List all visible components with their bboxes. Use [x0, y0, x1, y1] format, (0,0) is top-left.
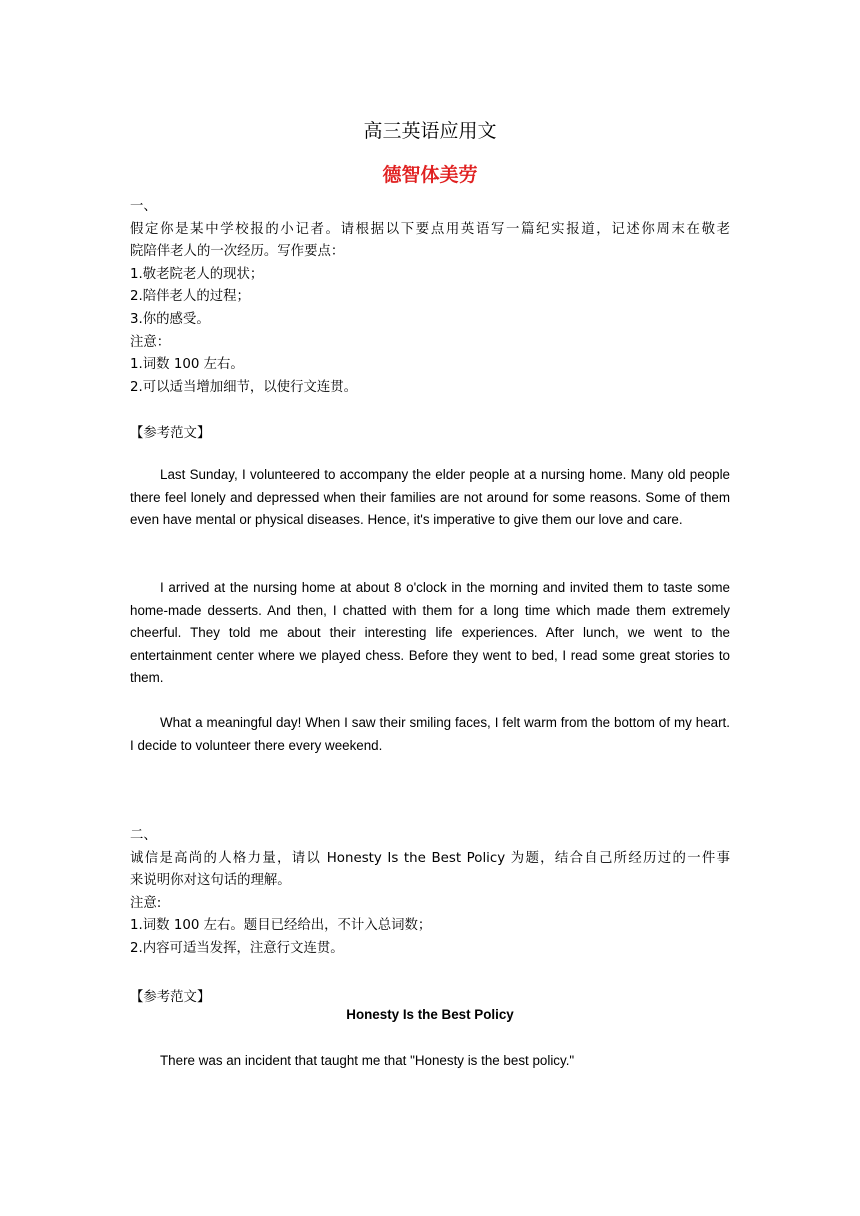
writing-point: 1.敬老院老人的现状； [130, 266, 264, 282]
prompt-line: 假定你是某中学校报的小记者。请根据以下要点用英语写一篇纪实报道，记述你周末在敬老 [130, 221, 730, 237]
essay-paragraph: What a meaningful day! When I saw their smiling faces, I felt warm from the bottom of my heart. I decide to volunteer there every weekend. [130, 715, 730, 753]
prompt-line: 院陪伴老人的一次经历。写作要点： [130, 244, 345, 260]
section-number: 二、 [130, 828, 157, 843]
prompt-line: 来说明你对这句话的理解。 [130, 873, 291, 889]
sample-label: 【参考范文】 [130, 990, 211, 1005]
writing-point: 3.你的感受。 [130, 311, 210, 327]
note-item: 2.内容可适当发挥，注意行文连贯。 [130, 940, 344, 956]
section-2-prompt [130, 825, 730, 961]
notes-label: 注意: [130, 895, 162, 911]
section-number: 一、 [130, 199, 157, 214]
essay-paragraph: There was an incident that taught me that "Honesty is the best policy." [160, 1053, 575, 1068]
essay-title: Honesty Is the Best Policy [346, 1007, 514, 1022]
page-subtitle: 德智体美劳 [382, 164, 478, 186]
page-title: 高三英语应用文 [363, 120, 497, 142]
writing-point: 2.陪伴老人的过程； [130, 289, 250, 305]
note-item: 1.词数 100 左右。 [130, 357, 244, 373]
note-item: 1.词数 100 左右。题目已经给出，不计入总词数； [130, 918, 432, 934]
sample-label: 【参考范文】 [130, 426, 211, 441]
prompt-line: 诚信是高尚的人格力量，请以 Honesty Is the Best Policy 为题，结合自己所经历过的一件事 [130, 850, 730, 866]
notes-label: 注意： [130, 334, 171, 350]
section-1-prompt [130, 196, 730, 399]
note-item: 2.可以适当增加细节，以使行文连贯。 [130, 379, 358, 395]
essay-paragraph: Last Sunday, I volunteered to accompany the elder people at a nursing home. Many old people there feel lonely and depressed when their families are not around for some reasons. Some of them even have mental or physical diseases. Hence, it's imperative to give them our love and care. [130, 467, 730, 528]
essay-paragraph: I arrived at the nursing home at about 8 o'clock in the morning and invited them to taste some home-made desserts. And then, I chatted with them for a long time which made them extremely cheerful. They told me about their interesting life experiences. After lunch, we went to the entertainment center where we played chess. Before they went to bed, I read some great stories to them. [130, 580, 730, 686]
